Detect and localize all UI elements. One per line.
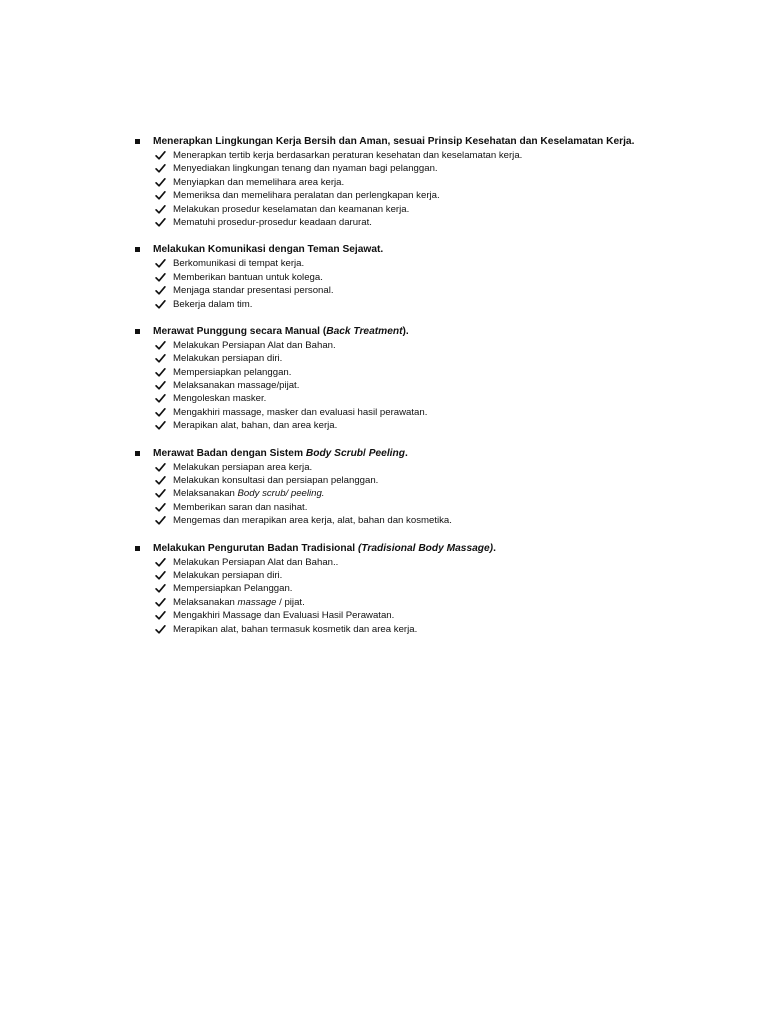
section-items: [135, 257, 655, 311]
section-5: [135, 541, 655, 636]
list-item: Melakukan Persiapan Alat dan Bahan..: [155, 556, 655, 569]
section-heading-text: Melakukan Komunikasi dengan Teman Sejawat.: [153, 244, 384, 256]
check-icon: [155, 163, 166, 174]
section-heading: [135, 446, 655, 461]
check-icon: [155, 488, 166, 499]
section-heading-text: Merawat Punggung secara Manual (Back Treatment).: [153, 325, 409, 337]
section-heading-text: Menerapkan Lingkungan Kerja Bersih dan Aman, sesuai Prinsip Kesehatan dan Keselamatan Kerja.: [153, 136, 635, 147]
list-item: Berkomunikasi di tempat kerja.: [155, 257, 655, 270]
list-item: Bekerja dalam tim.: [155, 298, 655, 311]
list-item: Melakukan prosedur keselamatan dan keamanan kerja.: [155, 203, 655, 216]
list-item: Melakukan persiapan area kerja.: [155, 461, 655, 474]
list-item: Melakukan persiapan diri.: [155, 352, 655, 365]
list-item: Mengakhiri Massage dan Evaluasi Hasil Perawatan.: [155, 609, 655, 622]
list-item: Menyediakan lingkungan tenang dan nyaman bagi pelanggan.: [155, 162, 655, 175]
section-heading: [135, 324, 655, 339]
list-item: Merapikan alat, bahan termasuk kosmetik dan area kerja.: [155, 623, 655, 636]
check-icon: [155, 177, 166, 188]
check-icon: [155, 340, 166, 351]
check-icon: [155, 380, 166, 391]
list-item: Memberikan bantuan untuk kolega.: [155, 271, 655, 284]
check-icon: [155, 407, 166, 418]
check-icon: [155, 515, 166, 526]
list-item: Menyiapkan dan memelihara area kerja.: [155, 176, 655, 189]
list-item: Menerapkan tertib kerja berdasarkan peraturan kesehatan dan keselamatan kerja.: [155, 149, 655, 162]
list-item: Melaksanakan massage/pijat.: [155, 379, 655, 392]
competency-list: [135, 134, 655, 649]
check-icon: [155, 190, 166, 201]
check-icon: [155, 367, 166, 378]
check-icon: [155, 475, 166, 486]
check-icon: [155, 217, 166, 228]
check-icon: [155, 462, 166, 473]
section-items: [135, 556, 655, 636]
section-items: [135, 339, 655, 433]
check-icon: [155, 420, 166, 431]
check-icon: [155, 583, 166, 594]
check-icon: [155, 258, 166, 269]
list-item: Melaksanakan massage / pijat.: [155, 596, 655, 609]
section-heading: [135, 541, 655, 556]
check-icon: [155, 285, 166, 296]
section-heading-text: Merawat Badan dengan Sistem Body Scrub/ Peeling.: [153, 447, 408, 459]
list-item: Melakukan Persiapan Alat dan Bahan.: [155, 339, 655, 352]
check-icon: [155, 150, 166, 161]
check-icon: [155, 624, 166, 635]
section-heading-text: Melakukan Pengurutan Badan Tradisional (Tradisional Body Massage).: [153, 542, 496, 554]
square-bullet-icon: [135, 247, 140, 252]
section-4: [135, 446, 655, 528]
check-icon: [155, 570, 166, 581]
list-item: Mempersiapkan Pelanggan.: [155, 582, 655, 595]
list-item: Mempersiapkan pelanggan.: [155, 366, 655, 379]
square-bullet-icon: [135, 139, 140, 144]
square-bullet-icon: [135, 329, 140, 334]
section-items: [135, 149, 655, 229]
list-item: Mengoleskan masker.: [155, 392, 655, 405]
check-icon: [155, 610, 166, 621]
list-item: Mematuhi prosedur-prosedur keadaan darurat.: [155, 216, 655, 229]
section-heading: [135, 134, 655, 149]
section-1: [135, 134, 655, 229]
check-icon: [155, 597, 166, 608]
list-item: Mengakhiri massage, masker dan evaluasi hasil perawatan.: [155, 406, 655, 419]
check-icon: [155, 204, 166, 215]
section-heading: [135, 242, 655, 257]
list-item: Melakukan persiapan diri.: [155, 569, 655, 582]
section-3: [135, 324, 655, 433]
section-items: [135, 461, 655, 528]
check-icon: [155, 299, 166, 310]
check-icon: [155, 557, 166, 568]
section-2: [135, 242, 655, 311]
list-item: Merapikan alat, bahan, dan area kerja.: [155, 419, 655, 432]
list-item: Menjaga standar presentasi personal.: [155, 284, 655, 297]
check-icon: [155, 393, 166, 404]
list-item: Memberikan saran dan nasihat.: [155, 501, 655, 514]
square-bullet-icon: [135, 451, 140, 456]
check-icon: [155, 272, 166, 283]
check-icon: [155, 502, 166, 513]
list-item: Memeriksa dan memelihara peralatan dan perlengkapan kerja.: [155, 189, 655, 202]
list-item: Melakukan konsultasi dan persiapan pelanggan.: [155, 474, 655, 487]
square-bullet-icon: [135, 546, 140, 551]
list-item: Melaksanakan Body scrub/ peeling.: [155, 487, 655, 500]
list-item: Mengemas dan merapikan area kerja, alat, bahan dan kosmetika.: [155, 514, 655, 527]
check-icon: [155, 353, 166, 364]
